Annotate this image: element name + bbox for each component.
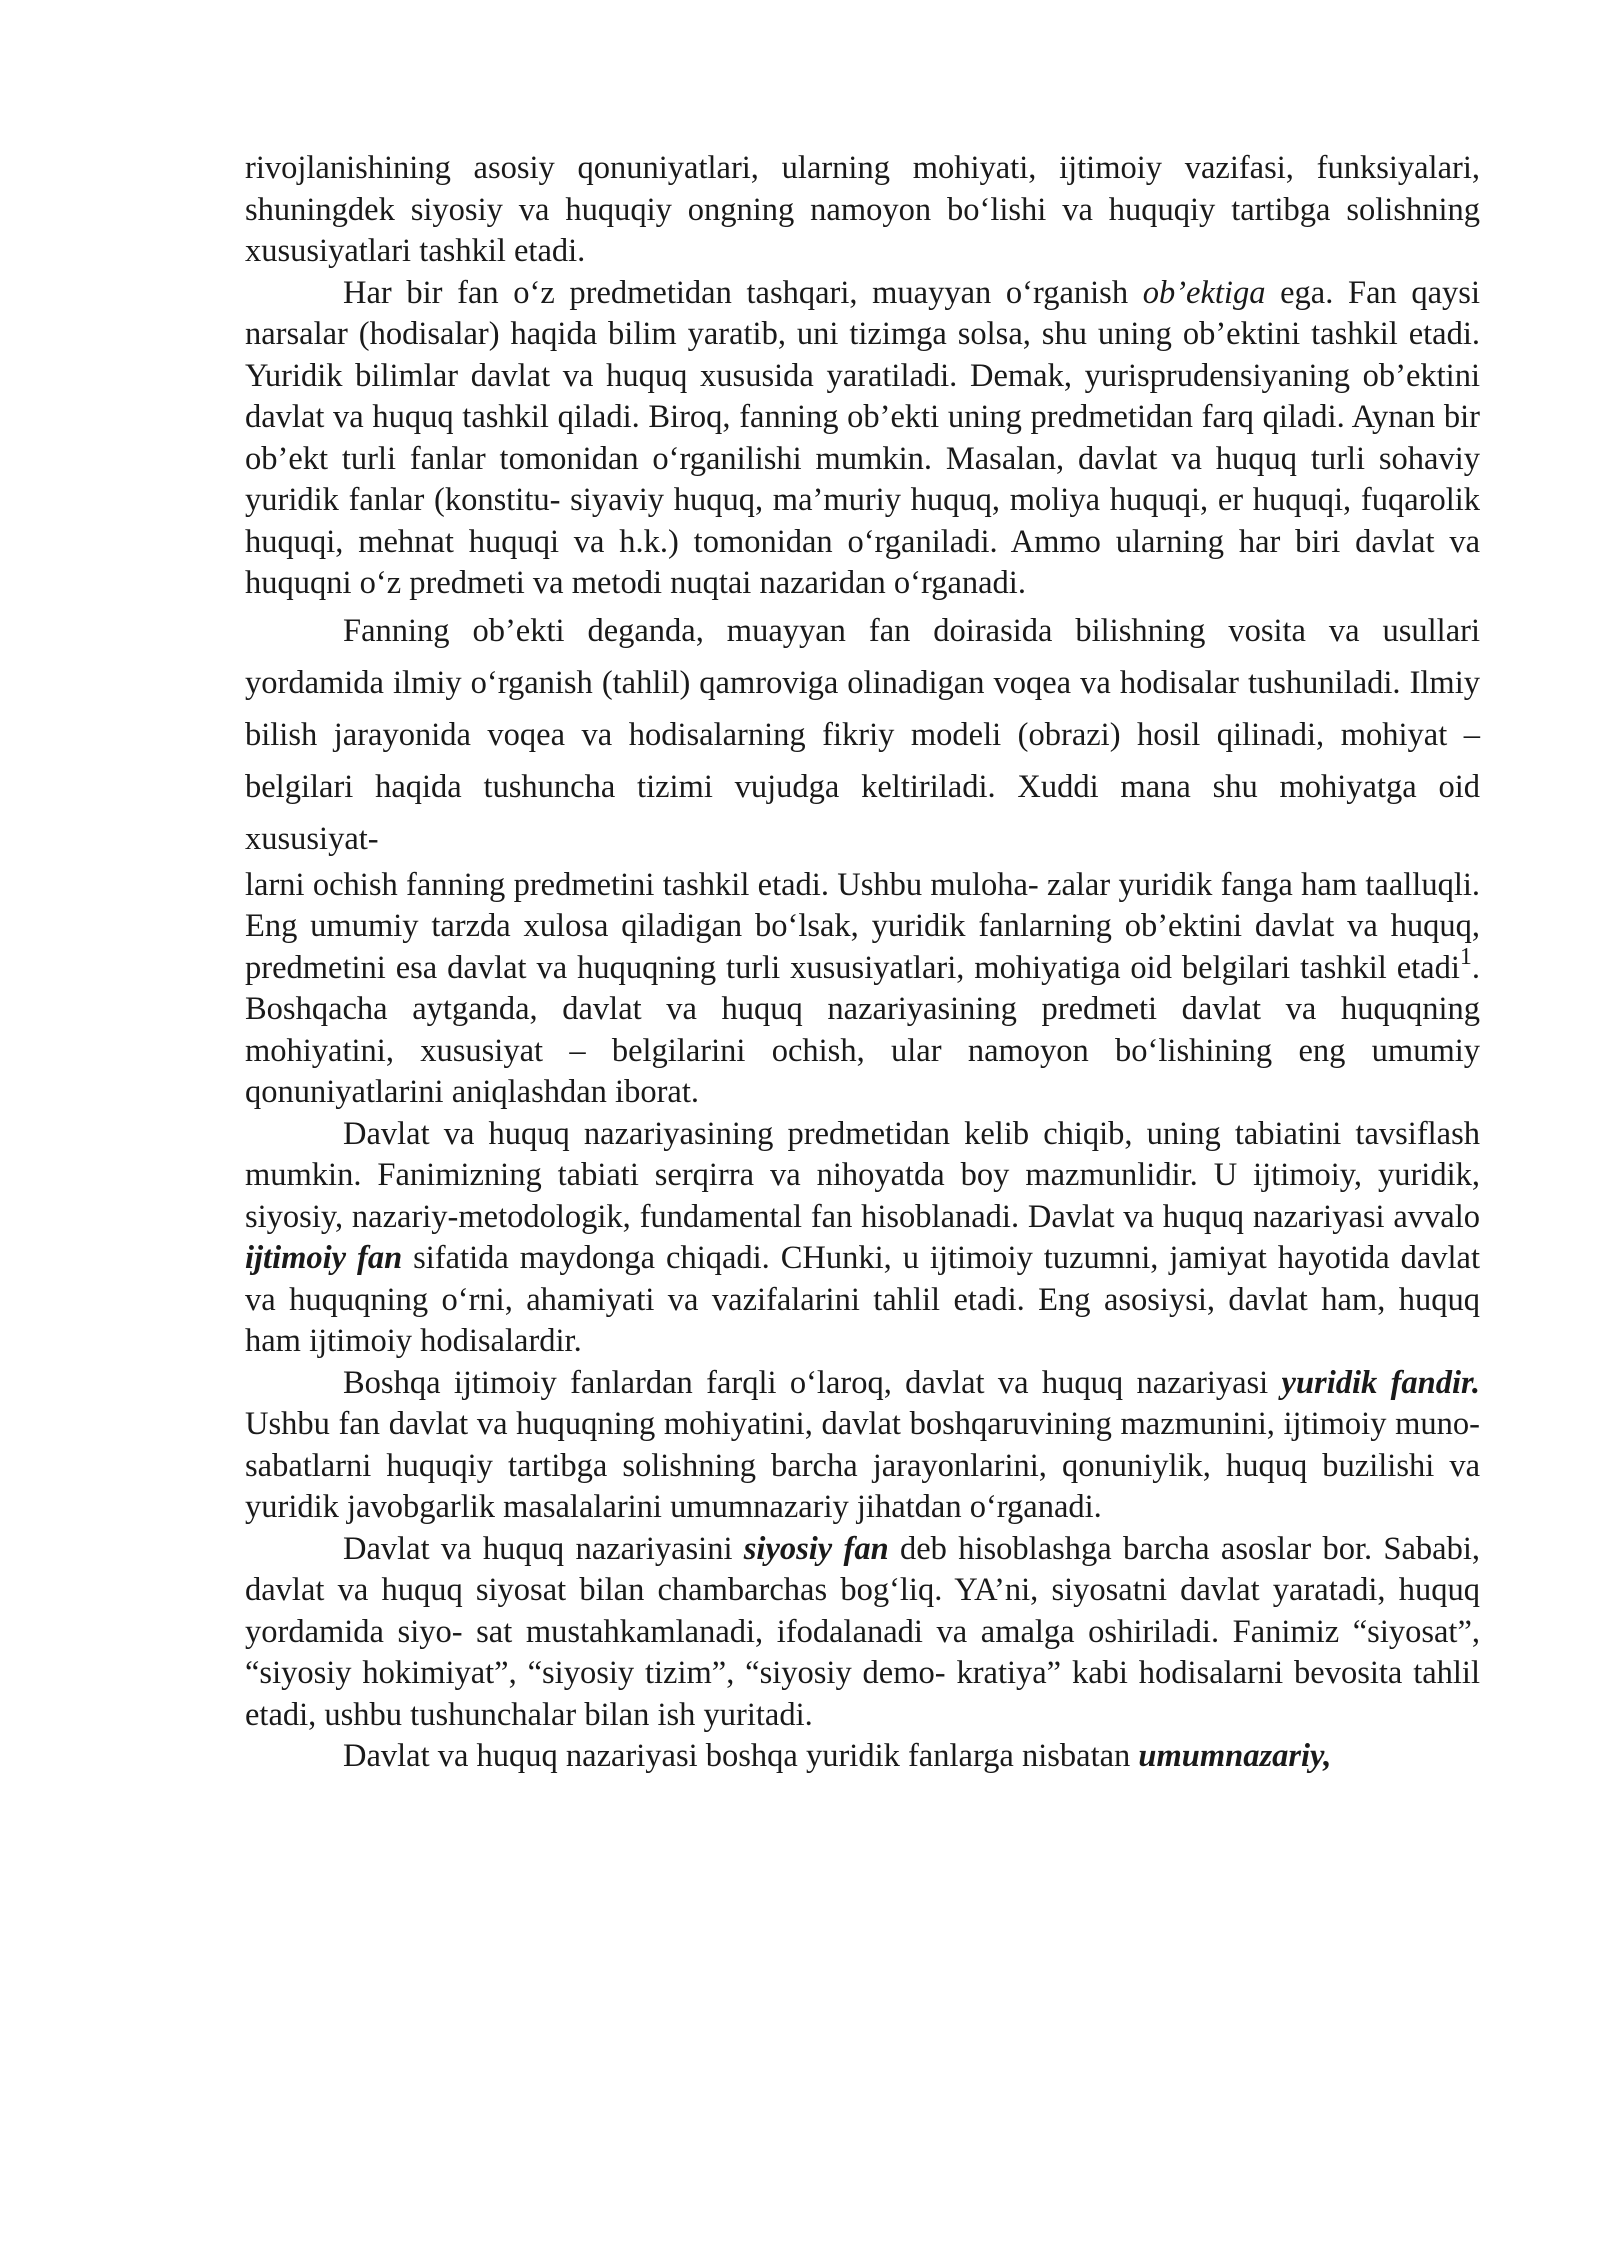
- paragraph-6: [245, 1363, 1480, 1529]
- italic-term-obektiga: ob’ektiga: [1142, 274, 1266, 311]
- text-run: larni ochish fanning predmetini tashkil etadi. Ushbu muloha- zalar yuridik fanga ham taalluqli. Eng umumiy tarzda xulosa qiladigan bo‘lsak, yuridik fanlarning ob’ektini davlat va huquq, predmetini esa davlat va huquqning turli xususiyatlari, mohiyatiga oid belgilari tashkil etadi: [245, 866, 1480, 986]
- emphasis-siyosiy-fan: siyosiy fan: [743, 1530, 889, 1567]
- text-run: Boshqa ijtimoiy fanlardan farqli o‘laroq, davlat va huquq nazariyasi: [343, 1364, 1282, 1401]
- text-run: deb hisoblashga barcha asoslar bor. Sababi, davlat va huquq siyosat bilan chambarchas bog‘liq. YA’ni, siyosatni davlat yaratadi, huquq yordamida siyo- sat mustahkamlanadi, ifodalanadi va amalga oshiriladi. Fanimiz “siyosat”, “siyosiy hokimiyat”, “siyosiy tizim”, “siyosiy demo- kratiya” kabi hodisalarni bevosita tahlil etadi, ushbu tushunchalar bilan ish yuritadi.: [245, 1530, 1480, 1733]
- emphasis-ijtimoiy-fan: ijtimoiy fan: [245, 1240, 403, 1276]
- text-run: Ushbu fan davlat va huquqning mohiyatini, davlat boshqaruvining mazmunini, ijtimoiy muno- sabatlarni huquqiy tartibga solishning barcha jarayonlarini, qonuniylik, huquq buzilishi va yuridik javobgarlik masalalarini umumnazariy jihatdan o‘rganadi.: [245, 1406, 1480, 1525]
- text-run: rivojlanishining asosiy qonuniyatlari, ularning mohiyati, ijtimoiy vazifasi, funksiyalari, shuningdek siyosiy va huquqiy ongning namoyon bo‘lishi va huquqiy tartibga solishning xususiyatlari tashkil etadi.: [245, 150, 1480, 269]
- text-run: . Boshqacha aytganda, davlat va huquq nazariyasining predmeti davlat va huquqning mohiyatini, xususiyat – belgilarini ochish, ular namoyon bo‘lishining eng umumiy qonuniyatlarini aniqlashdan iborat.: [245, 949, 1480, 1110]
- paragraph-8: [245, 1736, 1480, 1778]
- emphasis-yuridik-fandir: yuridik fandir.: [1281, 1364, 1480, 1401]
- paragraph-3: [245, 605, 1480, 865]
- footnote-marker: 1: [1459, 943, 1472, 970]
- document-page: [245, 148, 1480, 1778]
- paragraph-2: [245, 273, 1480, 605]
- text-run: Har bir fan o‘z predmetidan tashqari, muayyan o‘rganish: [343, 274, 1143, 311]
- text-run: Davlat va huquq nazariyasi boshqa yuridik fanlarga nisbatan: [343, 1738, 1139, 1774]
- paragraph-5: [245, 1114, 1480, 1363]
- paragraph-7: [245, 1529, 1480, 1737]
- text-run: Davlat va huquq nazariyasini: [343, 1530, 744, 1567]
- paragraph-1: [245, 148, 1480, 273]
- emphasis-umumnazariy: umumnazariy,: [1138, 1738, 1332, 1774]
- text-run: ega. Fan qaysi narsalar (hodisalar) haqida bilim yaratib, uni tizimga solsa, shu uning ob’ektini tashkil etadi. Yuridik bilimlar davlat va huquq xususida yaratiladi. Demak, yurisprudensiyaning ob’ektini davlat va huquq tashkil qiladi. Biroq, fanning ob’ekti uning predmetidan farq qiladi. Aynan bir ob’ekt turli fanlar tomonidan o‘rganilishi mumkin. Masalan, davlat va huquq turli sohaviy yuridik fanlar (konstitu- siyaviy huquq, ma’muriy huquq, moliya huquqi, er huquqi, fuqarolik huquqi, mehnat huquqi va h.k.) tomonidan o‘rganiladi. Ammo ularning har biri davlat va huquqni o‘z predmeti va metodi nuqtai nazaridan o‘rganadi.: [245, 274, 1480, 601]
- text-run: Davlat va huquq nazariyasining predmetidan kelib chiqib, uning tabiatini tavsiflash mumkin. Fanimizning tabiati serqirra va nihoyatda boy mazmunlidir. U ijtimoiy, yuridik, siyosiy, nazariy-metodologik, fundamental fan hisoblanadi. Davlat va huquq nazariyasi avvalo: [245, 1115, 1480, 1235]
- text-run: sifatida maydonga chiqadi. CHunki, u ijtimoiy tuzumni, jamiyat hayotida davlat va huquqning o‘rni, ahamiyati va vazifalarini tahlil etadi. Eng asosiysi, davlat ham, huquq ham ijtimoiy hodisalardir.: [245, 1240, 1480, 1359]
- text-run: Fanning ob’ekti deganda, muayyan fan doirasida bilishning vosita va usullari yordamida ilmiy o‘rganish (tahlil) qamroviga olinadigan voqea va hodisalar tushuniladi. Ilmiy bilish jarayonida voqea va hodisalarning fikriy modeli (obrazi) hosil qilinadi, mohiyat – belgilari haqida tushuncha tizimi vujudga keltiriladi. Xuddi mana shu mohiyatga oid xususiyat-: [245, 612, 1480, 857]
- paragraph-4: [245, 865, 1480, 1114]
